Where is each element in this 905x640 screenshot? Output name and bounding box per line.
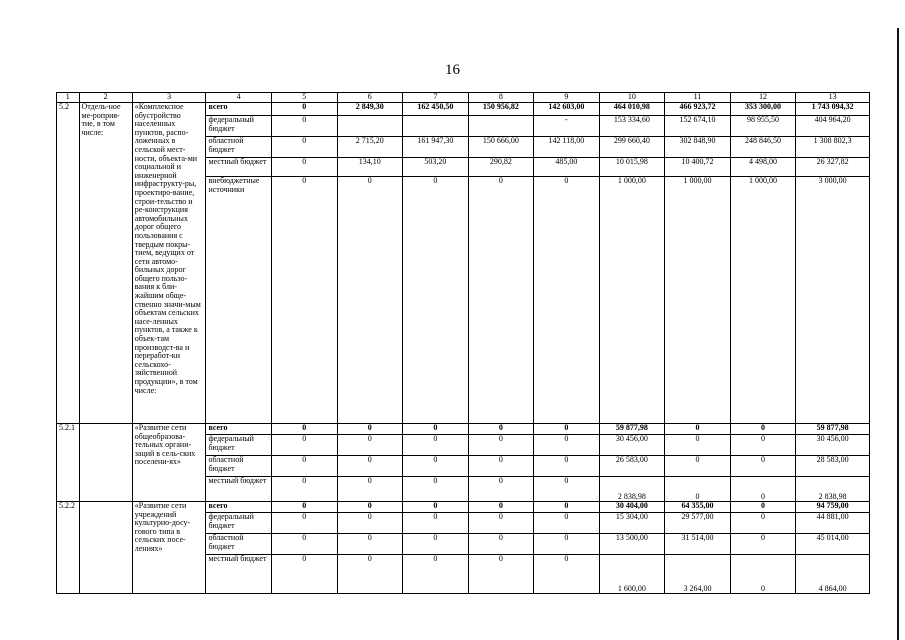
column-number: 13 <box>796 93 870 103</box>
amount-cell: 0 <box>730 477 796 502</box>
column-number-row <box>57 93 870 103</box>
amount-cell: 0 <box>337 502 403 513</box>
amount-cell <box>403 116 469 137</box>
amount-cell: 0 <box>272 456 338 477</box>
amount-cell: 0 <box>730 502 796 513</box>
column-number: 7 <box>403 93 469 103</box>
amount-cell: 299 660,40 <box>599 137 665 158</box>
section-total-row <box>57 103 870 116</box>
amount-cell: 0 <box>468 477 534 502</box>
amount-cell: 0 <box>337 456 403 477</box>
amount-cell: 31 514,00 <box>665 534 731 555</box>
amount-cell: 0 <box>403 502 469 513</box>
amount-cell: 0 <box>272 477 338 502</box>
amount-cell: 0 <box>272 158 338 177</box>
amount-cell: 98 955,50 <box>730 116 796 137</box>
page-number: 16 <box>445 62 460 78</box>
amount-cell: 3 264,00 <box>665 555 731 594</box>
amount-cell: 0 <box>272 177 338 424</box>
amount-cell: 0 <box>337 435 403 456</box>
amount-cell: 0 <box>272 116 338 137</box>
section-description: «Комплексное обустройство населенных пунктов, распо-ложенных в сельской мест-ности, объекта-ми социальной и инженерной инфраструкту-ры, проектиро-вание, строи-тельство и ре-конструкция автомобильных дорог общего пользования с твердым покры-тием, ведущих от сети автомо-бильных дорог общего пользо-вания к бли-жайшим обще-ственно значи-мым объектам сельских насе-ленных пунктов, а также к объек-там производст-ва и переработ-ки сельскохо-зяйственной продукции», в том числе: <box>132 103 206 424</box>
amount-cell: 0 <box>468 555 534 594</box>
amount-cell: 353 300,00 <box>730 103 796 116</box>
amount-cell: 26 327,82 <box>796 158 870 177</box>
amount-cell: 0 <box>534 502 600 513</box>
amount-cell: 0 <box>665 477 731 502</box>
amount-cell: 44 881,00 <box>796 513 870 534</box>
amount-cell: 1 743 094,32 <box>796 103 870 116</box>
amount-cell: 134,10 <box>337 158 403 177</box>
amount-cell: 2 838,98 <box>796 477 870 502</box>
amount-cell: 13 500,00 <box>599 534 665 555</box>
amount-cell: 150 956,82 <box>468 103 534 116</box>
amount-cell: 0 <box>468 534 534 555</box>
amount-cell: 0 <box>272 555 338 594</box>
amount-cell: 0 <box>403 177 469 424</box>
section-category <box>79 502 132 594</box>
amount-cell: 485,00 <box>534 158 600 177</box>
column-number: 1 <box>57 93 80 103</box>
section-total-row <box>57 424 870 435</box>
amount-cell: 0 <box>534 435 600 456</box>
amount-cell: 150 666,00 <box>468 137 534 158</box>
amount-cell: 0 <box>665 424 731 435</box>
amount-cell: 1 308 802,3 <box>796 137 870 158</box>
amount-cell: 0 <box>534 456 600 477</box>
amount-cell: 0 <box>403 435 469 456</box>
amount-cell: 464 010,98 <box>599 103 665 116</box>
amount-cell: 0 <box>337 177 403 424</box>
amount-cell: 0 <box>403 513 469 534</box>
amount-cell: 1 600,00 <box>599 555 665 594</box>
section-code: 5.2 <box>57 103 80 424</box>
funding-source: местный бюджет <box>206 477 272 502</box>
funding-source: федеральный бюджет <box>206 116 272 137</box>
amount-cell: 0 <box>337 534 403 555</box>
funding-source: федеральный бюджет <box>206 435 272 456</box>
amount-cell: 0 <box>403 477 469 502</box>
amount-cell: 59 877,98 <box>599 424 665 435</box>
amount-cell: 0 <box>337 513 403 534</box>
amount-cell: 0 <box>730 424 796 435</box>
funding-source: областной бюджет <box>206 456 272 477</box>
amount-cell: 0 <box>468 177 534 424</box>
amount-cell: 302 848,90 <box>665 137 731 158</box>
funding-source: всего <box>206 502 272 513</box>
amount-cell: 0 <box>468 456 534 477</box>
amount-cell: 0 <box>403 456 469 477</box>
amount-cell: 162 450,50 <box>403 103 469 116</box>
section-total-row <box>57 502 870 513</box>
funding-source: всего <box>206 103 272 116</box>
amount-cell: 142 118,00 <box>534 137 600 158</box>
amount-cell: 1 000,00 <box>599 177 665 424</box>
amount-cell: 466 923,72 <box>665 103 731 116</box>
amount-cell: 503,20 <box>403 158 469 177</box>
amount-cell: 0 <box>534 177 600 424</box>
amount-cell: 0 <box>337 555 403 594</box>
amount-cell: 0 <box>730 456 796 477</box>
amount-cell: - <box>534 116 600 137</box>
amount-cell: 0 <box>468 435 534 456</box>
amount-cell: 10 015,98 <box>599 158 665 177</box>
column-number: 6 <box>337 93 403 103</box>
amount-cell: 0 <box>730 435 796 456</box>
amount-cell: 15 304,00 <box>599 513 665 534</box>
amount-cell: 0 <box>403 555 469 594</box>
amount-cell: 30 456,00 <box>599 435 665 456</box>
amount-cell: 30 404,00 <box>599 502 665 513</box>
amount-cell: 10 400,72 <box>665 158 731 177</box>
funding-source: местный бюджет <box>206 158 272 177</box>
section-category <box>79 424 132 502</box>
amount-cell: 4 498,00 <box>730 158 796 177</box>
amount-cell: 0 <box>730 555 796 594</box>
amount-cell: 0 <box>403 424 469 435</box>
page-edge-rule <box>897 28 899 640</box>
amount-cell: 0 <box>468 513 534 534</box>
amount-cell: 2 838,98 <box>599 477 665 502</box>
amount-cell: 28 583,00 <box>796 456 870 477</box>
amount-cell: 0 <box>730 534 796 555</box>
amount-cell: 404 964,20 <box>796 116 870 137</box>
funding-source: областной бюджет <box>206 137 272 158</box>
amount-cell: 0 <box>730 513 796 534</box>
column-number: 11 <box>665 93 731 103</box>
amount-cell: 142 603,00 <box>534 103 600 116</box>
column-number: 4 <box>206 93 272 103</box>
amount-cell: 0 <box>272 502 338 513</box>
amount-cell: 0 <box>337 424 403 435</box>
section-category: Отдель-ное ме-роприя-тие, в том числе: <box>79 103 132 424</box>
amount-cell <box>337 116 403 137</box>
amount-cell: 0 <box>665 456 731 477</box>
amount-cell: 0 <box>534 424 600 435</box>
amount-cell: 0 <box>534 477 600 502</box>
amount-cell: 0 <box>272 513 338 534</box>
amount-cell: 30 456,00 <box>796 435 870 456</box>
amount-cell: 94 759,00 <box>796 502 870 513</box>
section-description: «Развитие сети учреждений культурно-досу-гового типа в сельских посе-лениях» <box>132 502 206 594</box>
funding-source: внебюджетные источники <box>206 177 272 424</box>
column-number: 5 <box>272 93 338 103</box>
amount-cell: 0 <box>534 513 600 534</box>
amount-cell: 0 <box>468 424 534 435</box>
amount-cell: 152 674,10 <box>665 116 731 137</box>
amount-cell: 0 <box>272 103 338 116</box>
column-number: 3 <box>132 93 206 103</box>
amount-cell: 64 355,00 <box>665 502 731 513</box>
amount-cell: 3 000,00 <box>796 177 870 424</box>
amount-cell: 0 <box>534 534 600 555</box>
column-number: 9 <box>534 93 600 103</box>
amount-cell: 59 877,98 <box>796 424 870 435</box>
amount-cell: 2 849,30 <box>337 103 403 116</box>
section-code: 5.2.1 <box>57 424 80 502</box>
amount-cell: 0 <box>272 534 338 555</box>
column-number: 2 <box>79 93 132 103</box>
section-code: 5.2.2 <box>57 502 80 594</box>
funding-source: местный бюджет <box>206 555 272 594</box>
funding-source: федеральный бюджет <box>206 513 272 534</box>
budget-table <box>56 92 870 594</box>
amount-cell: 2 715,20 <box>337 137 403 158</box>
amount-cell: 0 <box>665 435 731 456</box>
column-number: 8 <box>468 93 534 103</box>
amount-cell: 1 000,00 <box>665 177 731 424</box>
column-number: 12 <box>730 93 796 103</box>
amount-cell: 0 <box>272 435 338 456</box>
column-number: 10 <box>599 93 665 103</box>
amount-cell: 161 947,30 <box>403 137 469 158</box>
amount-cell: 1 000,00 <box>730 177 796 424</box>
amount-cell: 248 846,50 <box>730 137 796 158</box>
section-description: «Развитие сети общеобразова-тельных органи-заций в сель-ских поселени-ях» <box>132 424 206 502</box>
amount-cell: 0 <box>468 502 534 513</box>
funding-source: всего <box>206 424 272 435</box>
amount-cell <box>468 116 534 137</box>
amount-cell: 0 <box>337 477 403 502</box>
funding-source: областной бюджет <box>206 534 272 555</box>
amount-cell: 0 <box>272 424 338 435</box>
amount-cell: 29 577,00 <box>665 513 731 534</box>
amount-cell: 4 864,00 <box>796 555 870 594</box>
amount-cell: 0 <box>272 137 338 158</box>
amount-cell: 153 334,60 <box>599 116 665 137</box>
amount-cell: 26 583,00 <box>599 456 665 477</box>
amount-cell: 0 <box>534 555 600 594</box>
amount-cell: 0 <box>403 534 469 555</box>
amount-cell: 290,82 <box>468 158 534 177</box>
amount-cell: 45 014,00 <box>796 534 870 555</box>
